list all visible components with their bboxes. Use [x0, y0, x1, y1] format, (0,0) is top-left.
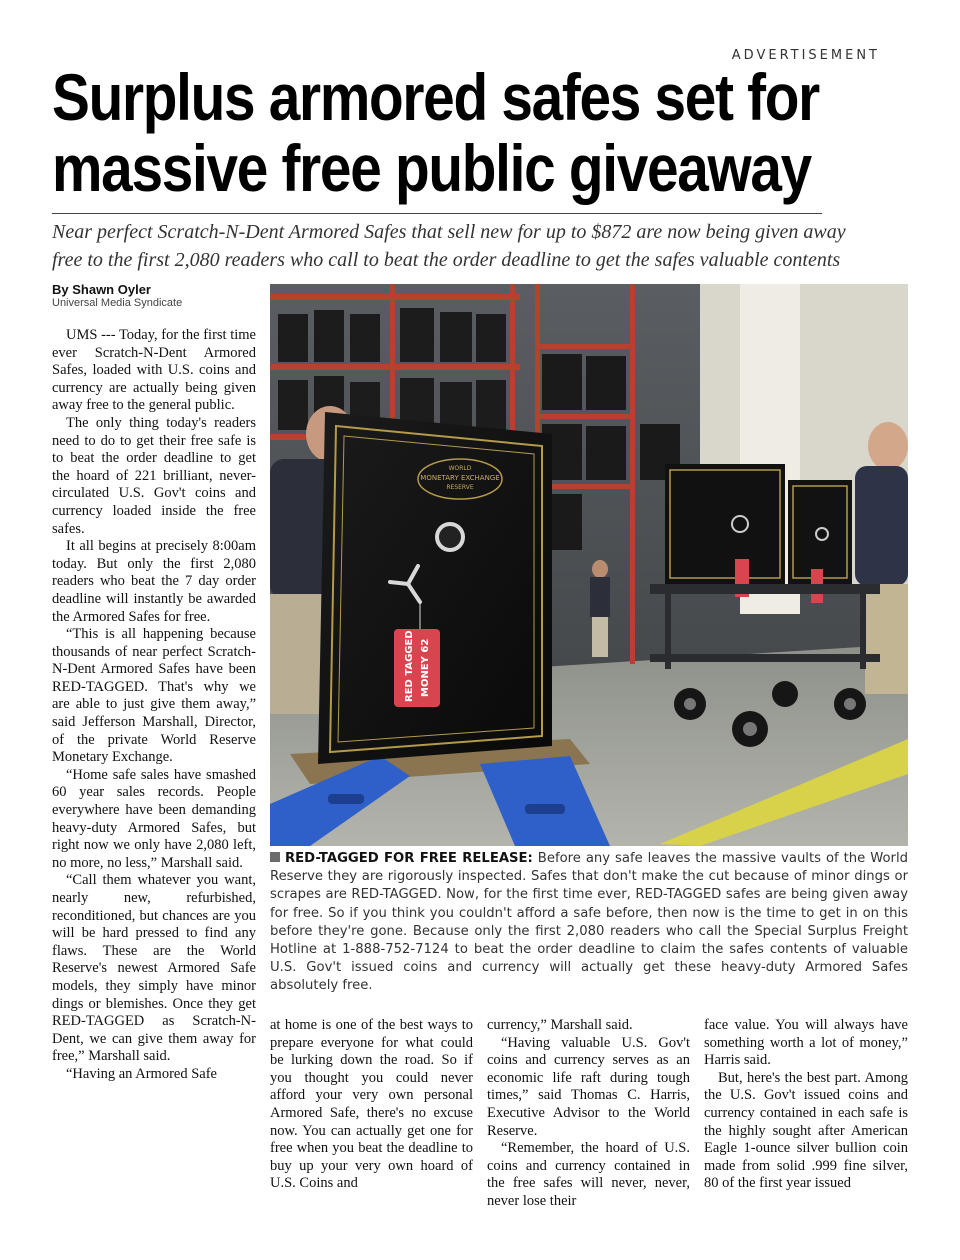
- headline-line-1: Surplus armored safes set for: [52, 60, 819, 134]
- article-column-2: [270, 1017, 473, 1193]
- red-tag: [394, 629, 440, 707]
- paragraph: “Home safe sales have smashed 60 year sales records. People everywhere have been demanding heavy-duty Armored Safes, but right now we only have 2,080 left, no more, no less,” Marshall said.: [52, 766, 256, 871]
- paragraph: “This is all happening because thousands of near perfect Scratch-N-Dent Armored Safes have been RED-TAGGED. That's why we are able to just give them away,” said Jefferson Marshall, Director, of the private World Reserve Monetary Exchange.: [52, 626, 256, 766]
- paragraph: at home is one of the best ways to prepare everyone for what could be lurking down the road. So if you thought you could never afford your very own personal Armored Safe, there's no excuse now. You can actually get one for free when you beat the deadline to buy up your very own hoard of U.S. Coins and: [270, 1017, 473, 1192]
- advertisement-label: ADVERTISEMENT: [731, 48, 880, 63]
- paragraph: It all begins at precisely 8:00am today. But only the first 2,080 readers who beat the 7 day order deadline will instantly be awarded the Armored Safes for free.: [52, 538, 256, 625]
- paragraph: But, here's the best part. Among the U.S. Gov't issued coins and currency contained in each safe is the highly sought after American Eagle 1-ounce silver bullion coin made from solid .999 fine silver, 80 of the first year issued: [704, 1069, 908, 1192]
- warehouse-safe-photo: [270, 284, 908, 846]
- headline: [52, 60, 819, 205]
- safe-emblem-line-2: MONETARY EXCHANGE: [420, 474, 500, 482]
- deck-line-1: Near perfect Scratch-N-Dent Armored Safes that sell new for up to $872 are now being given away: [52, 221, 846, 243]
- paragraph: face value. You will always have something worth a lot of money,” Harris said.: [704, 1017, 908, 1069]
- paragraph: UMS --- Today, for the first time ever Scratch-N-Dent Armored Safes, loaded with U.S. coins and currency are actually being given away free to the general public.: [52, 327, 256, 414]
- caption-lead: RED-TAGGED FOR FREE RELEASE:: [285, 851, 533, 866]
- paragraph: “Call them whatever you want, nearly new, refurbished, reconditioned, but chances are you will be hard pressed to find any flaws. These are the World Reserve's newest Armored Safe models, they simply have minor dings or blemishes. Once they get RED-TAGGED as Scratch-N-Dent, we can give them away for free,” Marshall said.: [52, 872, 256, 1065]
- headline-line-2: massive free public giveaway: [52, 131, 811, 205]
- main-safe: [318, 412, 552, 764]
- byline-organization: Universal Media Syndicate: [52, 297, 183, 309]
- photo-caption: [270, 850, 908, 996]
- article-column-3: [487, 1017, 690, 1211]
- paragraph: “Having an Armored Safe: [66, 1065, 217, 1082]
- tag-text-2: MONEY 62: [420, 638, 431, 697]
- paragraph: “Having valuable U.S. Gov't coins and currency serves as an economic life raft during tough times,” said Thomas C. Harris, Executive Advisor to the World Reserve.: [487, 1034, 690, 1139]
- byline: [52, 282, 262, 310]
- safe-dial: [437, 524, 463, 550]
- article-column-1: [52, 327, 256, 1084]
- photo-illustration: [270, 284, 908, 846]
- headline-rule: [52, 213, 822, 214]
- paragraph: currency,” Marshall said.: [487, 1017, 633, 1033]
- article-column-4: [704, 1017, 908, 1193]
- deck-line-2: free to the first 2,080 readers who call to beat the order deadline to get the safes valuable contents: [52, 249, 841, 271]
- paragraph: “Remember, the hoard of U.S. coins and currency contained in the free safes will never, never, never lose their: [487, 1140, 690, 1209]
- byline-author: By Shawn Oyler: [52, 282, 151, 297]
- caption-text: Before any safe leaves the massive vaults of the World Reserve they are rigorously inspected. Safes that don't make the cut because of minor dings or scrapes are RED-TAGGED. Now, for the first time ever, RED-TAGGED safes are being given away for free. So if you think you couldn't afford a safe before, then now is the time to get in on this before they're gone. Because only the first 2,080 readers who call the Special Surplus Freight Hotline at 1-888-752-7124 to beat the order deadline to claim the safes contents of valuable U.S. Gov't issued coins and currency will actually get these heavy-duty Armored Safes absolutely free.: [270, 851, 908, 994]
- caption-marker: [270, 852, 280, 862]
- paragraph: The only thing today's readers need to do to get their free safe is to beat the order deadline to get the hoard of 221 brilliant, never-circulated U.S. Gov't coins and currency loaded inside the free safes.: [52, 414, 256, 537]
- safe-emblem-line-3: RESERVE: [446, 484, 474, 491]
- tag-text-1: RED TAGGED: [404, 630, 415, 702]
- deck-subheadline: [52, 218, 912, 274]
- safe-emblem-line-1: WORLD: [448, 465, 472, 472]
